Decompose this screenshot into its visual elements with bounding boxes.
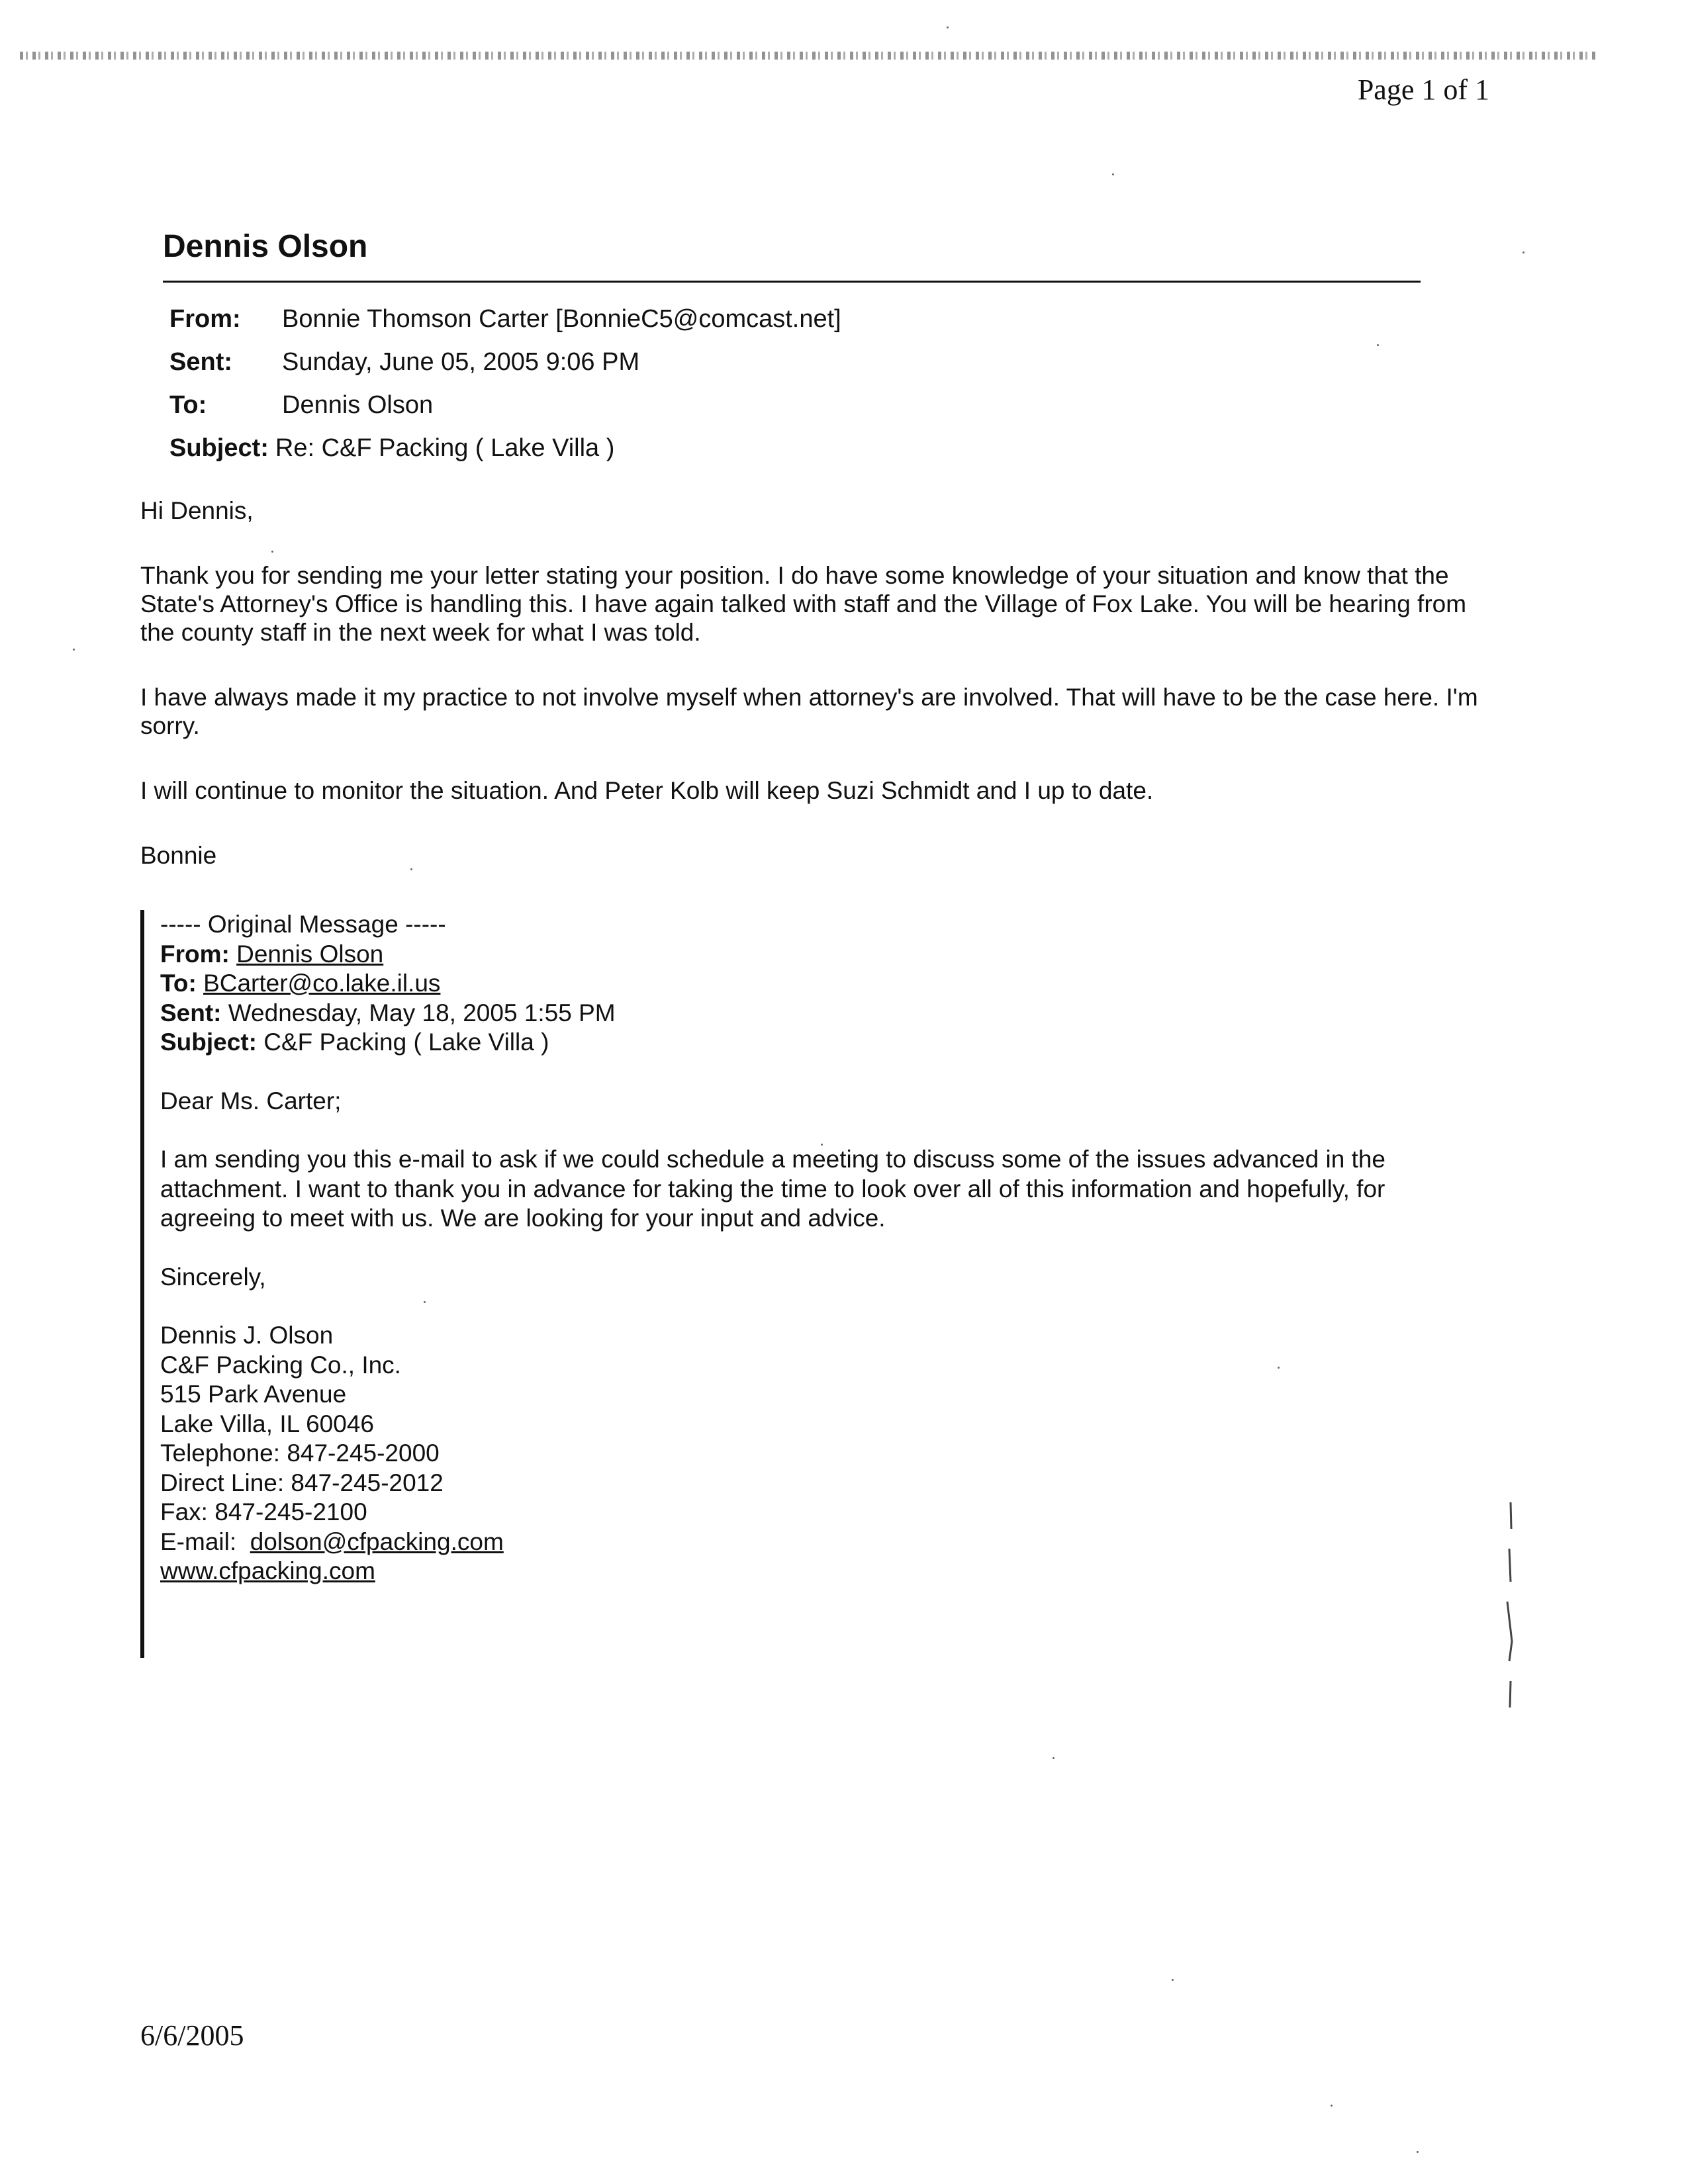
sent-row <box>169 341 1361 384</box>
signature-email-row <box>160 1527 1484 1557</box>
original-subject-label: Subject: <box>160 1028 257 1056</box>
mailbox-owner-title: Dennis Olson <box>163 229 368 264</box>
body-paragraph-1: Thank you for sending me your letter stating your position. I do have some knowledge of your situation and know that the State's Attorney's Office is handling this. I have again talked with staff and the Village of Fox Lake. You will be hearing from the county staff in the next week for what I was told. <box>140 562 1467 646</box>
original-message <box>140 910 1484 1658</box>
scan-speck <box>424 1301 426 1303</box>
scan-speck <box>410 868 412 870</box>
original-sent-label: Sent: <box>160 999 222 1026</box>
subject-label: Subject: <box>169 434 269 462</box>
subject-row <box>169 427 1361 470</box>
signature-email-label: E-mail: <box>160 1527 237 1555</box>
to-row <box>169 384 1361 427</box>
scan-speck <box>1278 1367 1280 1369</box>
signature-city: Lake Villa, IL 60046 <box>160 1410 374 1437</box>
scan-speck <box>947 26 949 28</box>
from-value: Bonnie Thomson Carter [BonnieC5@comcast.net] <box>282 305 841 333</box>
scan-speck <box>1377 344 1379 346</box>
scan-speck <box>1172 1979 1174 1981</box>
sent-label: Sent: <box>169 348 232 376</box>
original-closing: Sincerely, <box>160 1263 266 1291</box>
print-date: 6/6/2005 <box>140 2019 244 2052</box>
scan-speck <box>821 1144 823 1146</box>
scan-speck <box>271 551 273 553</box>
original-to-row <box>160 969 1484 999</box>
signature-name: Dennis J. Olson <box>160 1322 334 1349</box>
email-header <box>169 298 1361 470</box>
spacer <box>160 1116 1484 1145</box>
original-to-label: To: <box>160 970 197 997</box>
scan-speck <box>1112 173 1114 175</box>
signature-website-link[interactable]: www.cfpacking.com <box>160 1557 375 1584</box>
original-from-label: From: <box>160 940 230 968</box>
original-sent-value: Wednesday, May 18, 2005 1:55 PM <box>228 999 616 1026</box>
greeting: Hi Dennis, <box>140 497 254 524</box>
original-from-link[interactable]: Dennis Olson <box>236 940 384 968</box>
original-from-row <box>160 940 1484 970</box>
body-paragraph-2: I have always made it my practice to not involve myself when attorney's are involved. That will have to be the case here. I'm sorry. <box>140 684 1478 739</box>
to-value: Dennis Olson <box>282 391 434 419</box>
signature-direct-line: Direct Line: 847-245-2012 <box>160 1469 444 1496</box>
signoff: Bonnie <box>140 842 217 869</box>
spacer <box>160 1234 1484 1263</box>
original-body-paragraph: I am sending you this e-mail to ask if we could schedule a meeting to discuss some of the issues advanced in the attachment. I want to thank you in advance for taking the time to look over all of this information and hopefully, for agreeing to meet with us. We are looking for your input and advice. <box>160 1146 1385 1232</box>
from-row <box>169 298 1361 341</box>
body-paragraph-3: I will continue to monitor the situation. And Peter Kolb will keep Suzi Schmidt and I up to date. <box>140 777 1154 804</box>
original-to-link[interactable]: BCarter@co.lake.il.us <box>203 970 441 997</box>
email-body <box>140 496 1497 906</box>
signature-telephone: Telephone: 847-245-2000 <box>160 1439 440 1467</box>
spacer <box>160 1058 1484 1087</box>
original-message-banner: ----- Original Message ----- <box>160 911 446 938</box>
scan-artifact-top-edge <box>20 52 1595 60</box>
header-divider <box>163 281 1421 283</box>
signature-fax: Fax: 847-245-2100 <box>160 1498 367 1525</box>
scan-speck <box>1417 2151 1419 2153</box>
scan-speck <box>1331 2105 1333 2107</box>
to-label: To: <box>169 391 207 419</box>
subject-value: Re: C&F Packing ( Lake Villa ) <box>275 434 615 462</box>
spacer <box>160 1292 1484 1321</box>
from-label: From: <box>169 305 241 333</box>
signature-company: C&F Packing Co., Inc. <box>160 1351 401 1379</box>
page-number: Page 1 of 1 <box>1357 73 1489 106</box>
scan-speck <box>1053 1757 1055 1759</box>
original-subject-row <box>160 1028 1484 1058</box>
signature-email-link[interactable]: dolson@cfpacking.com <box>250 1527 504 1555</box>
original-sent-row <box>160 999 1484 1028</box>
scan-speck <box>73 649 75 651</box>
scan-speck <box>1523 251 1524 253</box>
original-subject-value: C&F Packing ( Lake Villa ) <box>263 1028 549 1056</box>
signature-street: 515 Park Avenue <box>160 1381 347 1408</box>
original-salutation: Dear Ms. Carter; <box>160 1087 342 1115</box>
scan-smudge-right-margin <box>1497 1489 1524 1754</box>
sent-value: Sunday, June 05, 2005 9:06 PM <box>282 348 640 376</box>
